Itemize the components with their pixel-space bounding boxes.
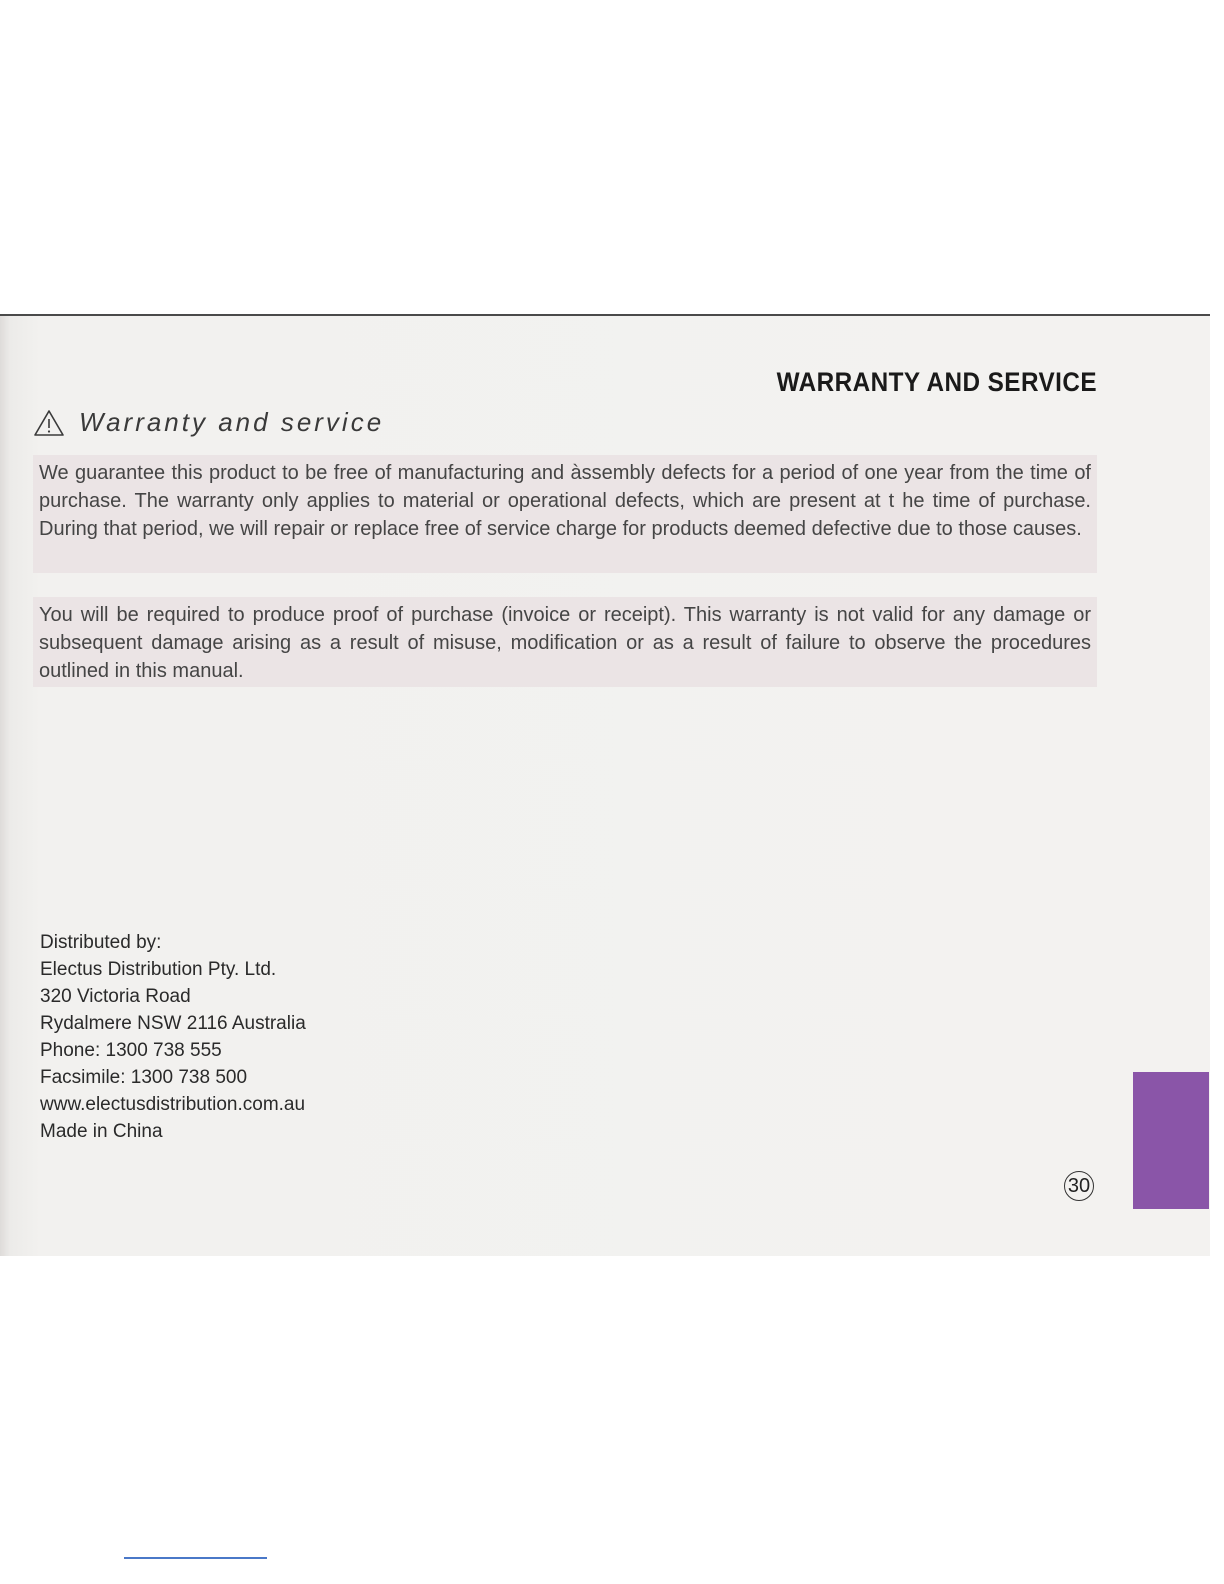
divider-line [124, 1557, 267, 1559]
distributor-phone: Phone: 1300 738 555 [40, 1040, 222, 1061]
distributor-city: Rydalmere NSW 2116 Australia [40, 1013, 306, 1034]
warranty-paragraph: We guarantee this product to be free of manufacturing and àssembly defects for a period of one year from the time of purchase. The warranty only applies to material or operational defects, which are present at t he time of purchase. During that period, we will repair or replace free of service charge for products deemed defective due to those causes. [33, 455, 1097, 573]
section-thumb-tab [1133, 1072, 1209, 1209]
section-title: Warranty and service [79, 407, 385, 437]
distributor-company: Electus Distribution Pty. Ltd. [40, 959, 277, 980]
manual-page [0, 314, 1210, 1256]
distributor-website[interactable]: www.electusdistribution.com.au [40, 1094, 306, 1115]
distributor-fax: Facsimile: 1300 738 500 [40, 1067, 248, 1088]
proof-of-purchase-paragraph: You will be required to produce proof of purchase (invoice or receipt). This warranty is not valid for any damage or subsequent damage arising as a result of misuse, modification or as a result of failure to observe the procedures outlined in this manual. [33, 597, 1097, 687]
warning-triangle-icon [33, 409, 65, 437]
page-number: 30 [1064, 1171, 1094, 1201]
distributor-street: 320 Victoria Road [40, 986, 191, 1007]
distributor-origin: Made in China [40, 1121, 163, 1142]
section-heading [33, 407, 384, 438]
distributor-block [40, 929, 306, 1145]
distributor-label: Distributed by: [40, 932, 162, 953]
page-title: WARRANTY AND SERVICE [776, 367, 1097, 397]
